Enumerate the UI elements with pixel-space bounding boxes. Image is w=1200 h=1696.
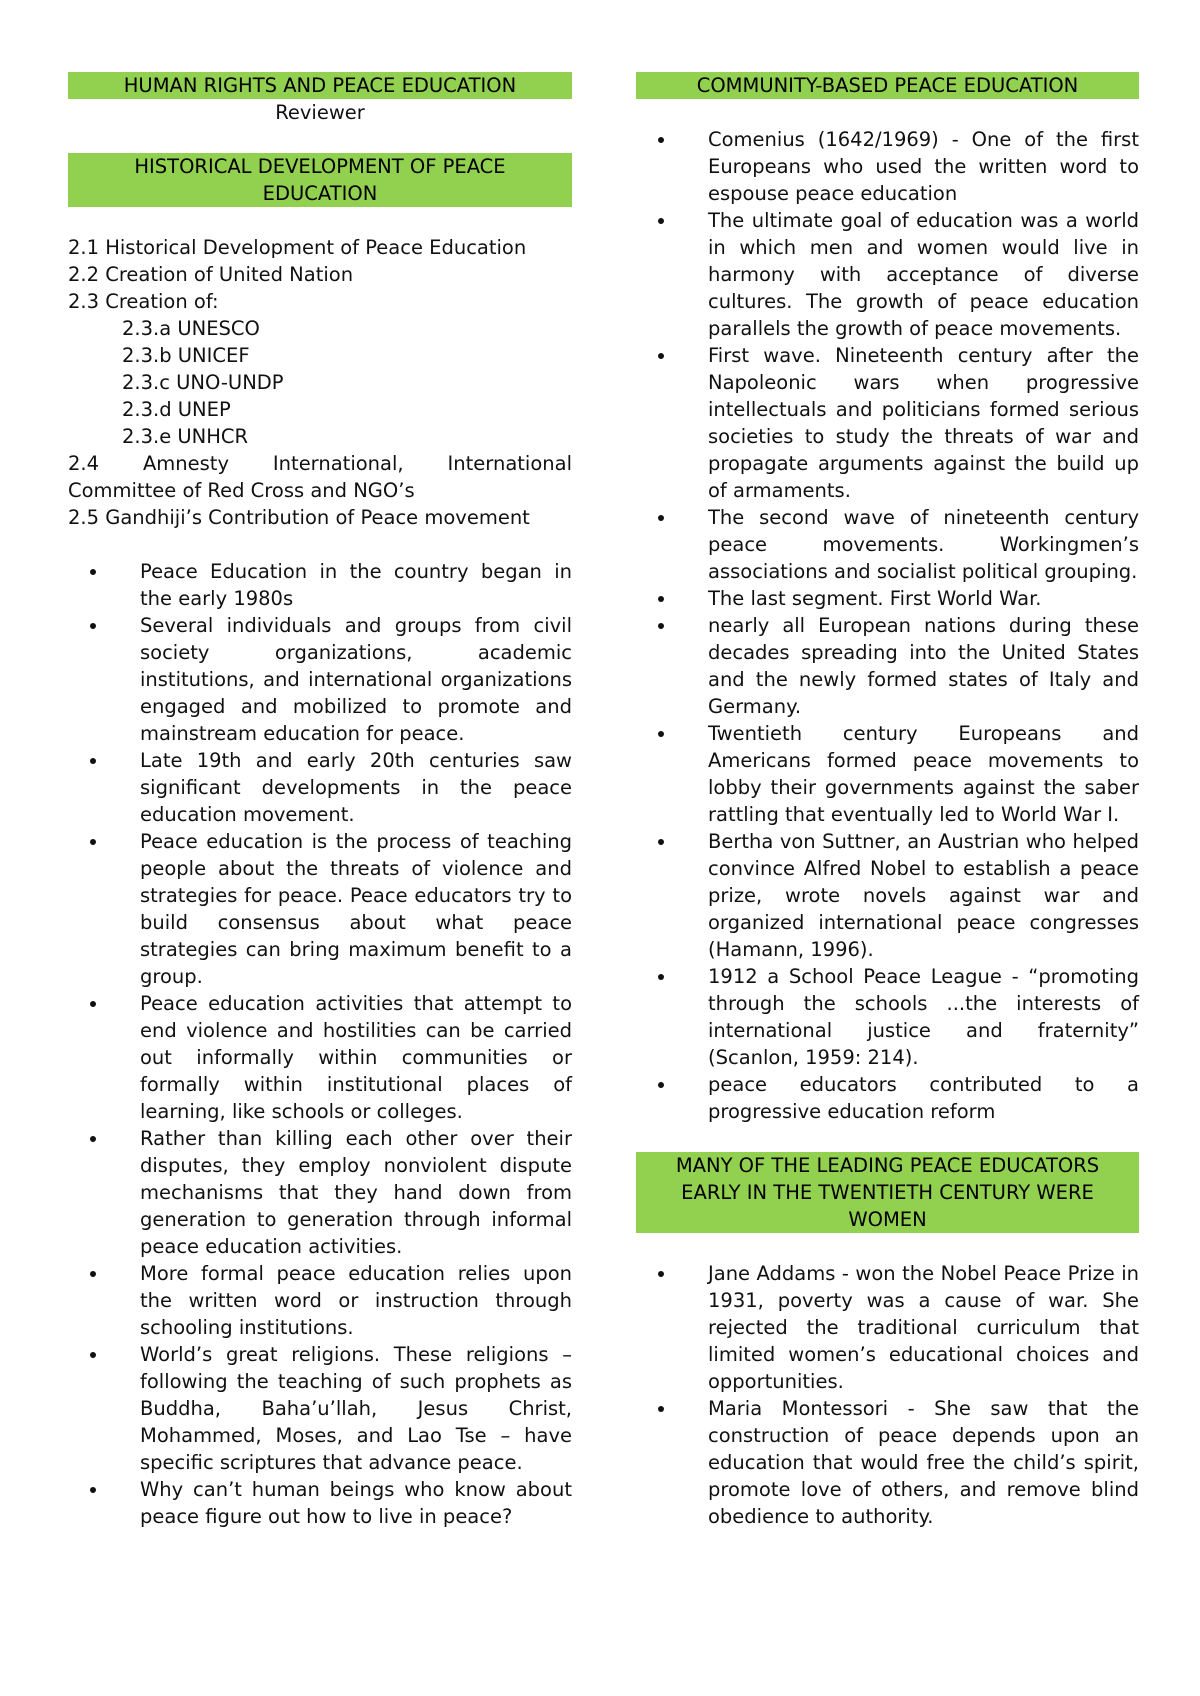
list-item: The ultimate goal of education was a world in which men and women would live in harmony with acceptance of diverse cultures. The growth of peace education parallels the growth of peace movements. xyxy=(636,207,1139,342)
list-item: peace educators contributed to a progressive education reform xyxy=(636,1071,1139,1125)
bullet-icon xyxy=(658,353,664,359)
toc-list xyxy=(68,234,572,531)
section-heading-line: HISTORICAL DEVELOPMENT OF PEACE xyxy=(134,155,506,178)
toc-item: 2.1 Historical Development of Peace Education xyxy=(68,236,527,259)
bullet-icon xyxy=(90,1352,96,1358)
toc-item: 2.2 Creation of United Nation xyxy=(68,263,354,286)
left-column xyxy=(68,72,572,1530)
toc-item: 2.3.c UNO-UNDP xyxy=(122,371,284,394)
toc-item: 2.3.a UNESCO xyxy=(122,317,260,340)
toc-item: 2.3.e UNHCR xyxy=(122,425,249,448)
list-item: Peace education is the process of teaching people about the threats of violence and strategies for peace. Peace educators try to build consensus about what peace strategies can bring maximum benefit to a group. xyxy=(68,828,572,990)
bullet-list-community xyxy=(636,126,1139,1125)
section-heading-line: MANY OF THE LEADING PEACE EDUCATORS xyxy=(675,1154,1100,1177)
right-column xyxy=(636,72,1139,1530)
list-item: 1912 a School Peace League - “promoting through the schools ...the interests of international justice and fraternity” (Scanlon, 1959: 214). xyxy=(636,963,1139,1071)
bullet-icon xyxy=(658,974,664,980)
list-item: More formal peace education relies upon the written word or instruction through schooling institutions. xyxy=(68,1260,572,1341)
section-heading-women-educators xyxy=(636,1152,1139,1233)
list-item: First wave. Nineteenth century after the Napoleonic wars when progressive intellectuals and politicians formed serious societies to study the threats of war and propagate arguments against the build up of armaments. xyxy=(636,342,1139,504)
list-item: Why can’t human beings who know about peace figure out how to live in peace? xyxy=(68,1476,572,1530)
bullet-icon xyxy=(90,758,96,764)
toc-item: 2.3.d UNEP xyxy=(122,398,231,421)
list-item: Late 19th and early 20th centuries saw significant developments in the peace education movement. xyxy=(68,747,572,828)
toc-item: 2.3 Creation of: xyxy=(68,290,219,313)
bullet-icon xyxy=(90,623,96,629)
bullet-icon xyxy=(658,731,664,737)
section-heading-historical xyxy=(68,153,572,207)
list-item: Maria Montessori - She saw that the construction of peace depends upon an education that would free the child’s spirit, promote love of others, and remove blind obedience to authority. xyxy=(636,1395,1139,1530)
toc-item: 2.4 Amnesty International, International Committee of Red Cross and NGO’s xyxy=(68,452,572,502)
list-item: Comenius (1642/1969) - One of the first Europeans who used the written word to espouse peace education xyxy=(636,126,1139,207)
list-item: World’s great religions. These religions – following the teaching of such prophets as Buddha, Baha’u’llah, Jesus Christ, Mohammed, Moses, and Lao Tse – have specific scriptures that advance peace. xyxy=(68,1341,572,1476)
list-item: The second wave of nineteenth century peace movements. Workingmen’s associations and socialist political grouping. xyxy=(636,504,1139,585)
list-item: Several individuals and groups from civil society organizations, academic institutions, and international organizations engaged and mobilized to promote and mainstream education for peace. xyxy=(68,612,572,747)
bullet-icon xyxy=(90,569,96,575)
list-item: Peace Education in the country began in the early 1980s xyxy=(68,558,572,612)
list-item: Rather than killing each other over their disputes, they employ nonviolent dispute mechanisms that they hand down from generation to generation through informal peace education activities. xyxy=(68,1125,572,1260)
list-item: nearly all European nations during these decades spreading into the United States and the newly formed states of Italy and Germany. xyxy=(636,612,1139,720)
list-item: Bertha von Suttner, an Austrian who helped convince Alfred Nobel to establish a peace prize, wrote novels against war and organized international peace congresses (Hamann, 1996). xyxy=(636,828,1139,963)
bullet-icon xyxy=(658,218,664,224)
bullet-list-women xyxy=(636,1260,1139,1530)
bullet-icon xyxy=(658,839,664,845)
bullet-icon xyxy=(658,1082,664,1088)
list-item: Peace education activities that attempt to end violence and hostilities can be carried out informally within communities or formally within institutional places of learning, like schools or colleges. xyxy=(68,990,572,1125)
bullet-list-left xyxy=(68,558,572,1530)
list-item: The last segment. First World War. xyxy=(636,585,1139,612)
section-heading-line: WOMEN xyxy=(848,1208,927,1231)
list-item: Twentieth century Europeans and Americans formed peace movements to lobby their governments against the saber rattling that eventually led to World War I. xyxy=(636,720,1139,828)
bullet-icon xyxy=(658,1271,664,1277)
bullet-icon xyxy=(90,1487,96,1493)
bullet-icon xyxy=(658,137,664,143)
list-item: Jane Addams - won the Nobel Peace Prize in 1931, poverty was a cause of war. She rejected the traditional curriculum that limited women’s educational choices and opportunities. xyxy=(636,1260,1139,1395)
bullet-icon xyxy=(90,1271,96,1277)
bullet-icon xyxy=(658,1406,664,1412)
bullet-icon xyxy=(658,623,664,629)
section-heading-line: EDUCATION xyxy=(262,182,378,205)
document-subtitle: Reviewer xyxy=(275,101,365,124)
bullet-icon xyxy=(90,839,96,845)
bullet-icon xyxy=(90,1136,96,1142)
section-heading-community: COMMUNITY-BASED PEACE EDUCATION xyxy=(636,72,1139,99)
document-title: HUMAN RIGHTS AND PEACE EDUCATION xyxy=(68,72,572,99)
toc-item: 2.5 Gandhiji’s Contribution of Peace movement xyxy=(68,506,530,529)
bullet-icon xyxy=(90,1001,96,1007)
bullet-icon xyxy=(658,515,664,521)
bullet-icon xyxy=(658,596,664,602)
section-heading-line: EARLY IN THE TWENTIETH CENTURY WERE xyxy=(681,1181,1094,1204)
toc-item: 2.3.b UNICEF xyxy=(122,344,250,367)
